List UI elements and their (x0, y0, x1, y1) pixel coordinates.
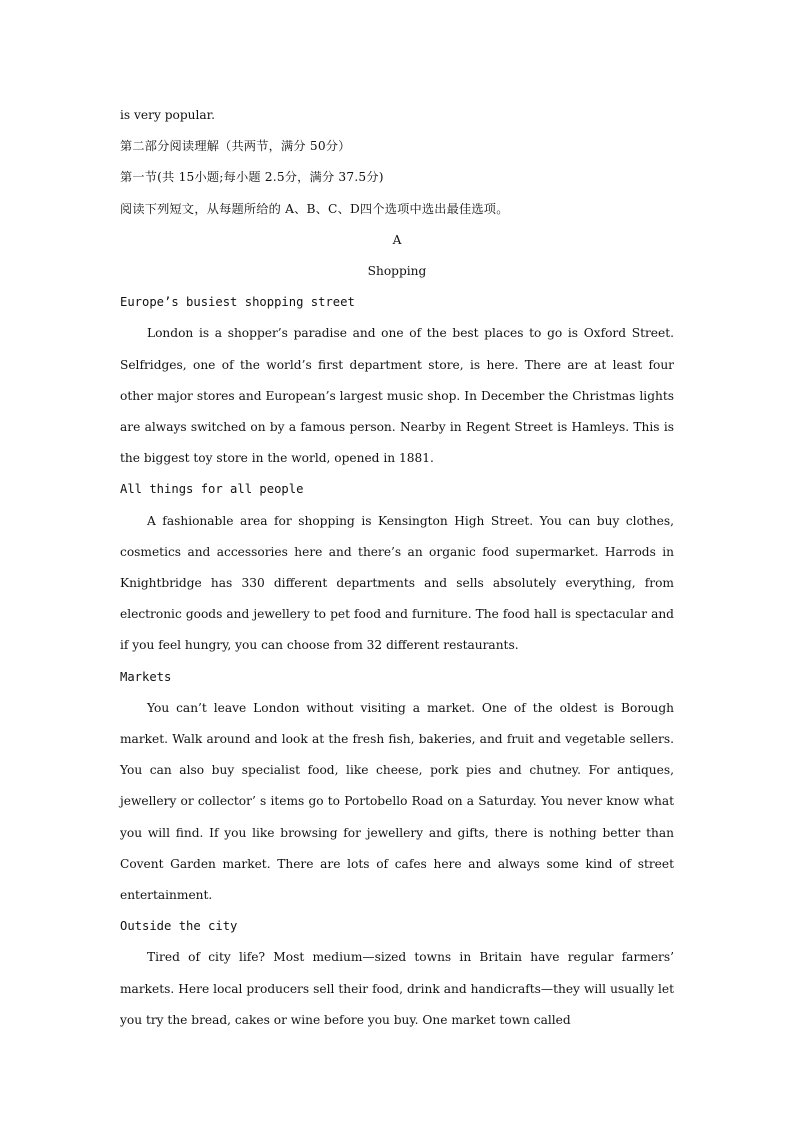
section-heading: All things for all people (120, 482, 304, 497)
lead-line: is very popular. (120, 108, 216, 122)
reading-directions: 阅读下列短文，从每题所给的 A、B、C、D四个选项中选出最佳选项。 (120, 201, 509, 216)
section-heading: Europe’s busiest shopping street (120, 295, 355, 310)
document-page (120, 100, 674, 1036)
section-heading: Markets (120, 669, 172, 684)
passage-title: Shopping (367, 263, 427, 278)
section-paragraph: You can’t leave London without visiting a market. One of the oldest is Borough market. Walk around and look at the fresh fish, bakeries, and fruit and vegetable sellers. You can also buy specialist food, like cheese, pork pies and chutney. For antiques, jewellery or collector’ s items go to Portobello Road on a Saturday. You never know what you will find. If you like browsing for jewellery and gifts, there is nothing better than Covent Garden market. There are lots of cafes here and always some kind of street entertainment. (120, 700, 674, 902)
section-paragraph: A fashionable area for shopping is Kensington High Street. You can buy clothes, cosmetics and accessories here and there’s an organic food supermarket. Harrods in Knightbridge has 330 different departments and sells absolutely everything, from electronic goods and jewellery to pet food and furniture. The food hall is spectacular and if you feel hungry, you can choose from 32 different restaurants. (120, 513, 674, 653)
section-instruction: 第二部分阅读理解（共两节，满分 50分） (120, 139, 351, 154)
section-paragraph: Tired of city life? Most medium—sized towns in Britain have regular farmers’ markets. Here local producers sell their food, drink and handicrafts—they will usually let you try the bread, cakes or wine before you buy. One market town called (120, 950, 674, 1027)
section-paragraph: London is a shopper’s paradise and one of the best places to go is Oxford Street. Selfridges, one of the world’s first department store, is here. There are at least four other major stores and European’s largest music shop. In December the Christmas lights are always switched on by a famous person. Nearby in Regent Street is Hamleys. This is the biggest toy store in the world, opened in 1881. (120, 326, 674, 466)
subsection-instruction: 第一节(共 15小题;每小题 2.5分，满分 37.5分) (120, 170, 384, 185)
passage-letter: A (392, 232, 402, 247)
section-heading: Outside the city (120, 919, 238, 934)
